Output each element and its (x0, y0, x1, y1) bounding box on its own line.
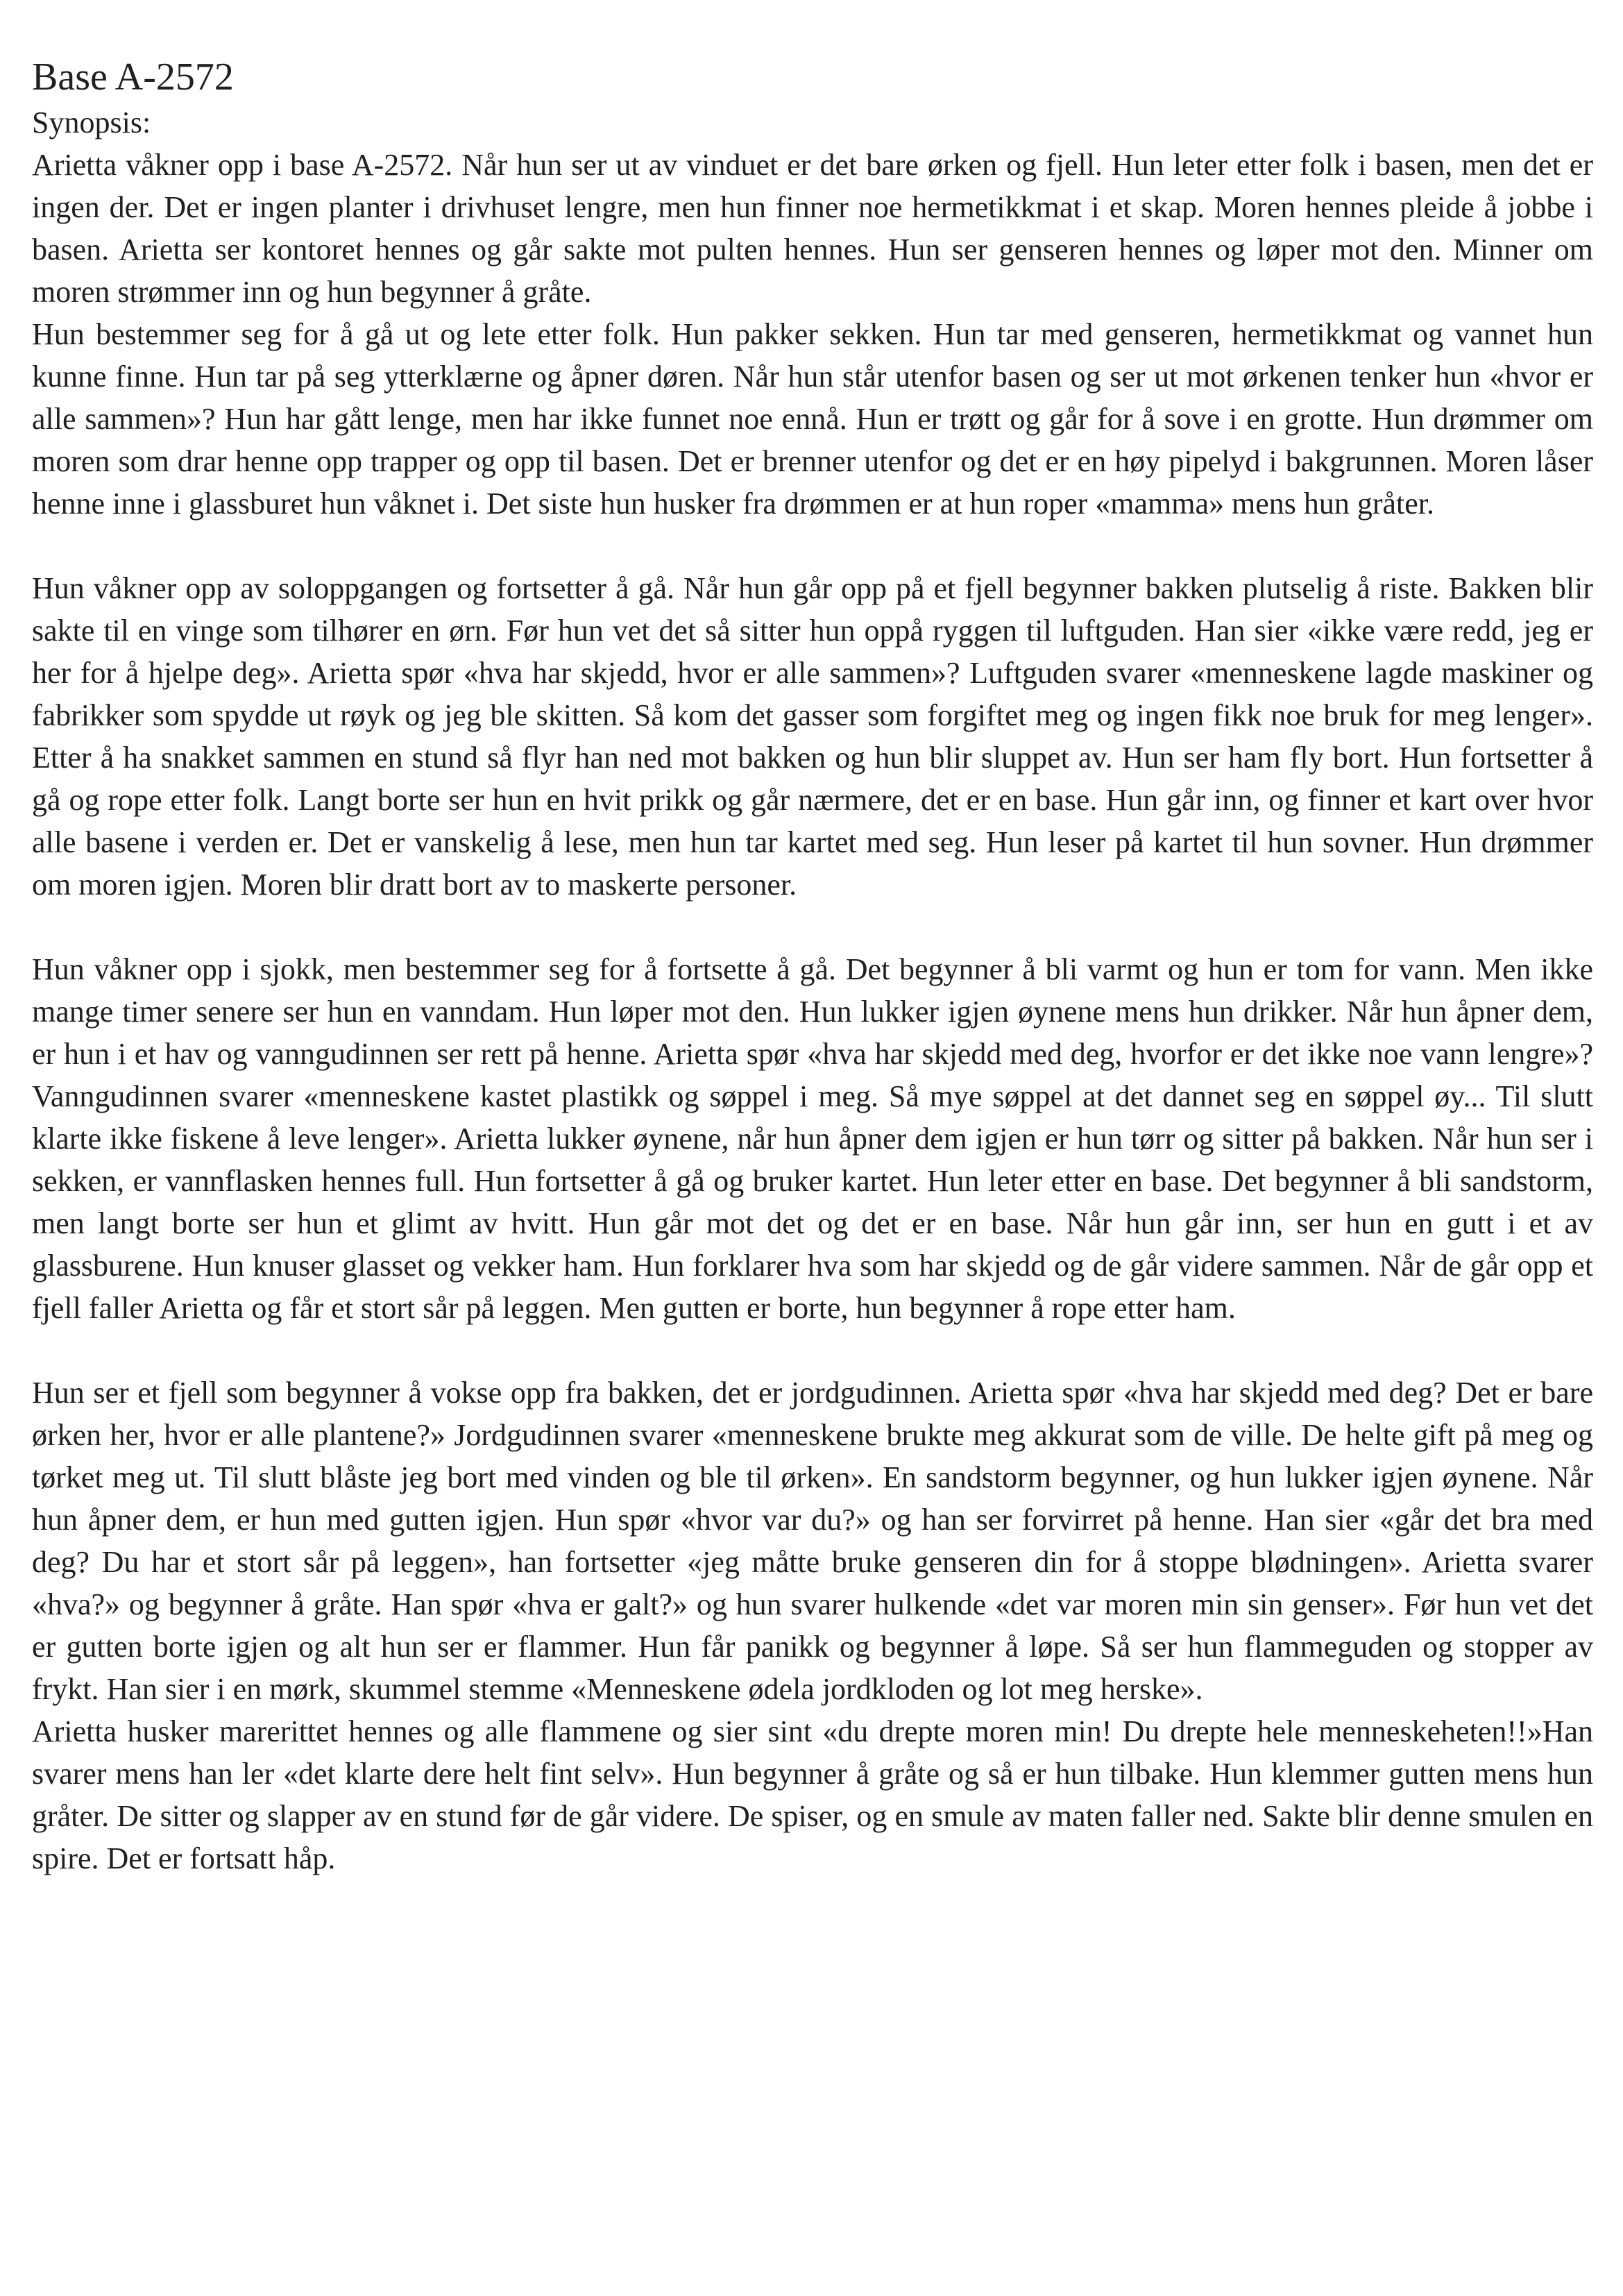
paragraph-4: Hun våkner opp i sjokk, men bestemmer seg for å fortsette å gå. Det begynner å bli varmt og hun er tom for vann. Men ikke mange timer senere ser hun en vanndam. Hun løper mot den. Hun lukker igjen øynene mens hun drikker. Når hun åpner dem, er hun i et hav og vanngudinnen ser rett på henne. Arietta spør «hva har skjedd med deg, hvorfor er det ikke noe vann lengre»? Vanngudinnen svarer «menneskene kastet plastikk og søppel i meg. Så mye søppel at det dannet seg en søppel øy... Til slutt klarte ikke fiskene å leve lenger». Arietta lukker øynene, når hun åpner dem igjen er hun tørr og sitter på bakken. Når hun ser i sekken, er vannflasken hennes full. Hun fortsetter å gå og bruker kartet. Hun leter etter en base. Det begynner å bli sandstorm, men langt borte ser hun et glimt av hvitt. Hun går mot det og det er en base. Når hun går inn, ser hun en gutt i et av glassburene. Hun knuser glasset og vekker ham. Hun forklarer hva som har skjedd og de går videre sammen. Når de går opp et fjell faller Arietta og får et stort sår på leggen. Men gutten er borte, hun begynner å rope etter ham. (32, 952, 1593, 1325)
paragraph-2: Hun bestemmer seg for å gå ut og lete etter folk. Hun pakker sekken. Hun tar med genseren, hermetikkmat og vannet hun kunne finne. Hun tar på seg ytterklærne og åpner døren. Når hun står utenfor basen og ser ut mot ørkenen tenker hun «hvor er alle sammen»? Hun har gått lenge, men har ikke funnet noe ennå. Hun er trøtt og går for å sove i en grotte. Hun drømmer om moren som drar henne opp trapper og opp til basen. Det er brenner utenfor og det er en høy pipelyd i bakgrunnen. Moren låser henne inne i glassburet hun våknet i. Det siste hun husker fra drømmen er at hun roper «mamma» mens hun gråter. (32, 317, 1593, 521)
document-title: Base A-2572 (32, 56, 234, 99)
paragraph-1: Arietta våkner opp i base A-2572. Når hun ser ut av vinduet er det bare ørken og fjell. Hun leter etter folk i basen, men det er ingen der. Det er ingen planter i drivhuset lengre, men hun finner noe hermetikkmat i et skap. Moren hennes pleide å jobbe i basen. Arietta ser kontoret hennes og går sakte mot pulten hennes. Hun ser genseren hennes og løper mot den. Minner om moren strømmer inn og hun begynner å gråte. (32, 148, 1593, 309)
synopsis-label: Synopsis: (32, 105, 151, 140)
paragraph-3: Hun våkner opp av soloppgangen og fortsetter å gå. Når hun går opp på et fjell begynner bakken plutselig å riste. Bakken blir sakte til en vinge som tilhører en ørn. Før hun vet det så sitter hun oppå ryggen til luftguden. Han sier «ikke være redd, jeg er her for å hjelpe deg». Arietta spør «hva har skjedd, hvor er alle sammen»? Luftguden svarer «menneskene lagde maskiner og fabrikker som spydde ut røyk og jeg ble skitten. Så kom det gasser som forgiftet meg og ingen fikk noe bruk for meg lenger». Etter å ha snakket sammen en stund så flyr han ned mot bakken og hun blir sluppet av. Hun ser ham fly bort. Hun fortsetter å gå og rope etter folk. Langt borte ser hun en hvit prikk og går nærmere, det er en base. Hun går inn, og finner et kart over hvor alle basene i verden er. Det er vanskelig å lese, men hun tar kartet med seg. Hun leser på kartet til hun sovner. Hun drømmer om moren igjen. Moren blir dratt bort av to maskerte personer. (32, 571, 1593, 902)
paragraph-5: Hun ser et fjell som begynner å vokse opp fra bakken, det er jordgudinnen. Arietta spør «hva har skjedd med deg? Det er bare ørken her, hvor er alle plantene?» Jordgudinnen svarer «menneskene brukte meg akkurat som de ville. De helte gift på meg og tørket meg ut. Til slutt blåste jeg bort med vinden og ble til ørken». En sandstorm begynner, og hun lukker igjen øynene. Når hun åpner dem, er hun med gutten igjen. Hun spør «hvor var du?» og han ser forvirret på henne. Han sier «går det bra med deg? Du har et stort sår på leggen», han fortsetter «jeg måtte bruke genseren din for å stoppe blødningen». Arietta svarer «hva?» og begynner å gråte. Han spør «hva er galt?» og hun svarer hulkende «det var moren min sin genser». Før hun vet det er gutten borte igjen og alt hun ser er flammer. Hun får panikk og begynner å løpe. Så ser hun flammeguden og stopper av frykt. Han sier i en mørk, skummel stemme «Menneskene ødela jordkloden og lot meg herske». (32, 1376, 1593, 1706)
document-page (32, 53, 1593, 1880)
paragraph-6: Arietta husker marerittet hennes og alle flammene og sier sint «du drepte moren min! Du drepte hele menneskeheten!!»Han svarer mens han ler «det klarte dere helt fint selv». Hun begynner å gråte og så er hun tilbake. Hun klemmer gutten mens hun gråter. De sitter og slapper av en stund før de går videre. De spiser, og en smule av maten faller ned. Sakte blir denne smulen en spire. Det er fortsatt håp. (32, 1714, 1593, 1875)
